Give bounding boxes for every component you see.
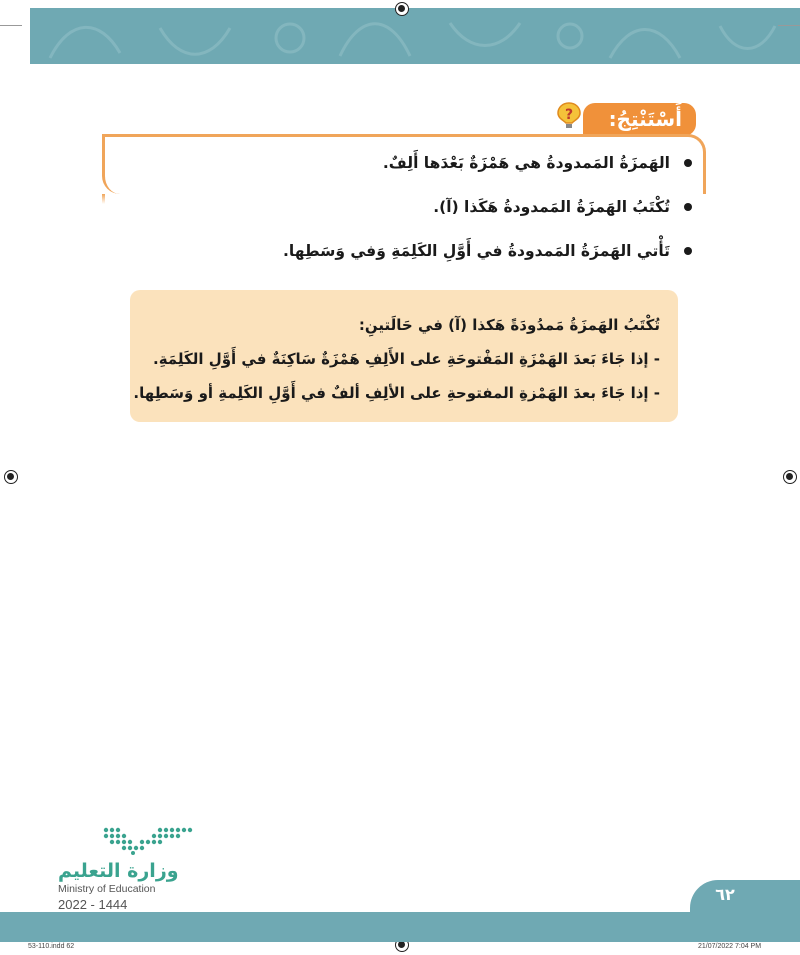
registration-mark-right bbox=[783, 470, 797, 484]
conclusion-tag: أَسْتَنْتِجُ: bbox=[583, 103, 696, 136]
print-slug-file: 53-110.indd 62 bbox=[28, 943, 75, 950]
bullet-dot bbox=[684, 159, 692, 167]
bullet-dot bbox=[684, 203, 692, 211]
list-item bbox=[300, 148, 696, 192]
rule-case: - إذا جَاءَ بعدَ الهَمْزةِ المفتوحةِ على الألِفِ ألفٌ في أَوَّلِ الكَلِمةِ أو وَسَطِها. bbox=[133, 384, 660, 402]
ministry-name-arabic: وزارة التعليم bbox=[58, 860, 179, 882]
bullet-text: تَأْتي الهَمزَةُ المَمدودةُ في أَوَّلِ الكَلِمَةِ وَفي وَسَطِها. bbox=[283, 242, 670, 260]
page-number: ٦٢ bbox=[715, 885, 735, 904]
trim-line bbox=[0, 25, 22, 26]
list-item bbox=[300, 192, 696, 236]
rule-box bbox=[130, 290, 678, 422]
registration-mark-left bbox=[4, 470, 18, 484]
conclusion-list bbox=[283, 148, 696, 280]
print-slug-date: 21/07/2022 7:04 PM bbox=[698, 943, 762, 950]
bullet-text: تُكْتَبُ الهَمزَةُ المَمدودةُ هَكَذا (آ). bbox=[433, 198, 670, 216]
question-lightbulb-icon bbox=[556, 101, 582, 131]
header-pattern bbox=[30, 8, 800, 64]
rule-heading: تُكْتَبُ الهَمزَةُ مَمدُودَةً هَكذا (آ) في حَالَتينِ: bbox=[358, 316, 660, 334]
rule-case: - إذا جَاءَ بَعدَ الهَمْزَةِ المَفْتوحَةِ على الأَلِفِ هَمْزَةٌ سَاكِنَةٌ في أَوَّلِ الكَلِمَةِ. bbox=[153, 350, 660, 368]
svg-text:?: ? bbox=[564, 107, 574, 123]
header-band bbox=[30, 8, 800, 64]
bullet-dot bbox=[684, 247, 692, 255]
trim-line bbox=[778, 25, 800, 26]
ministry-name-english: Ministry of Education bbox=[58, 883, 156, 895]
list-item bbox=[283, 236, 696, 280]
ministry-year: 2022 - 1444 bbox=[58, 897, 128, 912]
bullet-text: الهَمزَةُ المَمدودةُ هي هَمْزَةٌ بَعْدَها أَلِفٌ. bbox=[382, 154, 670, 172]
registration-mark-top bbox=[395, 2, 409, 16]
footer-band bbox=[0, 912, 800, 942]
